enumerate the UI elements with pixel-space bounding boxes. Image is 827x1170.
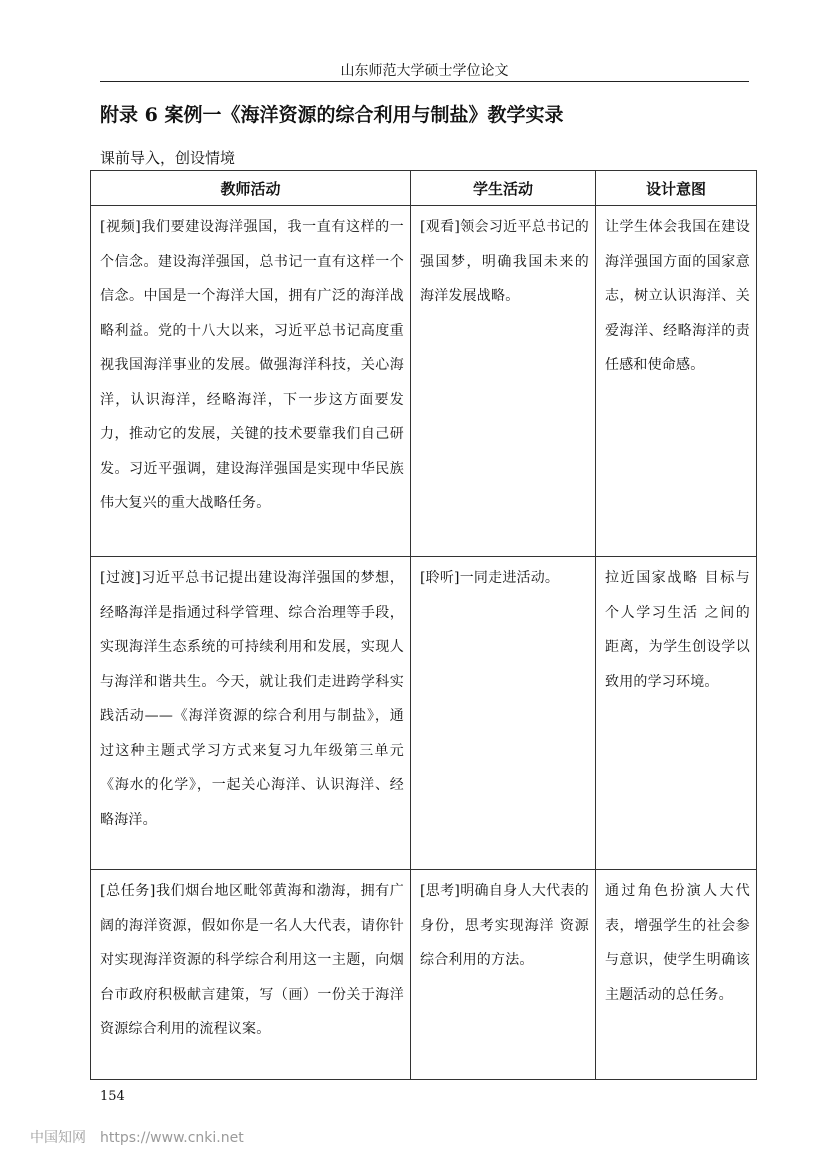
appendix-title: 附录 6 案例一《海洋资源的综合利用与制盐》教学实录 (100, 104, 564, 126)
teacher-activity-cell: [过渡]习近平总书记提出建设海洋强国的梦想，经略海洋是指通过科学管理、综合治理等手段，实现海洋生态系统的可持续利用和发展，实现人与海洋和谐共生。今天，就让我们走进跨学科实践活动——《海洋资源的综合利用与制盐》，通过这种主题式学习方式来复习九年级第三单元《海水的化学》，一起关心海洋、认识海洋、经略海洋。 (91, 557, 411, 870)
page-number: 154 (100, 1089, 125, 1104)
student-activity-cell: [聆听]一同走进活动。 (411, 557, 596, 870)
section-heading: 课前导入，创设情境 (100, 149, 236, 167)
header-student-activity: 学生活动 (411, 171, 596, 206)
cnki-watermark (30, 1127, 258, 1147)
header-rule (100, 81, 749, 82)
table-row (91, 206, 757, 557)
teacher-activity-cell: [总任务]我们烟台地区毗邻黄海和渤海，拥有广阔的海洋资源，假如你是一名人大代表，请你针对实现海洋资源的科学综合利用这一主题，向烟台市政府积极献言建策，写（画）一份关于海洋资源综合利用的流程议案。 (91, 870, 411, 1080)
watermark-brand: 中国知网 (30, 1130, 86, 1146)
design-intent-cell: 让学生体会我国在建设海洋强国方面的国家意志，树立认识海洋、关爱海洋、经略海洋的责任感和使命感。 (596, 206, 757, 557)
table-row (91, 870, 757, 1080)
header-design-intent: 设计意图 (596, 171, 757, 206)
table-row (91, 557, 757, 870)
header-teacher-activity: 教师活动 (91, 171, 411, 206)
student-activity-cell: [观看]领会习近平总书记的强国梦，明确我国未来的海洋发展战略。 (411, 206, 596, 557)
student-activity-cell: [思考]明确自身人大代表的身份，思考实现海洋 资源 综合利用的方法。 (411, 870, 596, 1080)
running-header: 山东师范大学硕士学位论文 (340, 63, 509, 79)
design-intent-cell: 拉近国家战略 目标与个人学习生活 之间的距离，为学生创设学以致用的学习环境。 (596, 557, 757, 870)
teaching-record-table (90, 170, 757, 1080)
table-header-row (91, 171, 757, 206)
watermark-url: https://www.cnki.net (100, 1130, 244, 1146)
teacher-activity-cell: [视频]我们要建设海洋强国，我一直有这样的一个信念。建设海洋强国，总书记一直有这样一个信念。中国是一个海洋大国，拥有广泛的海洋战略利益。党的十八大以来，习近平总书记高度重视我国海洋事业的发展。做强海洋科技，关心海洋，认识海洋，经略海洋，下一步这方面要发力，推动它的发展，关键的技术要靠我们自己研发。习近平强调，建设海洋强国是实现中华民族伟大复兴的重大战略任务。 (91, 206, 411, 557)
design-intent-cell: 通过角色扮演人大代表，增强学生的社会参与意识，使学生明确该主题活动的总任务。 (596, 870, 757, 1080)
